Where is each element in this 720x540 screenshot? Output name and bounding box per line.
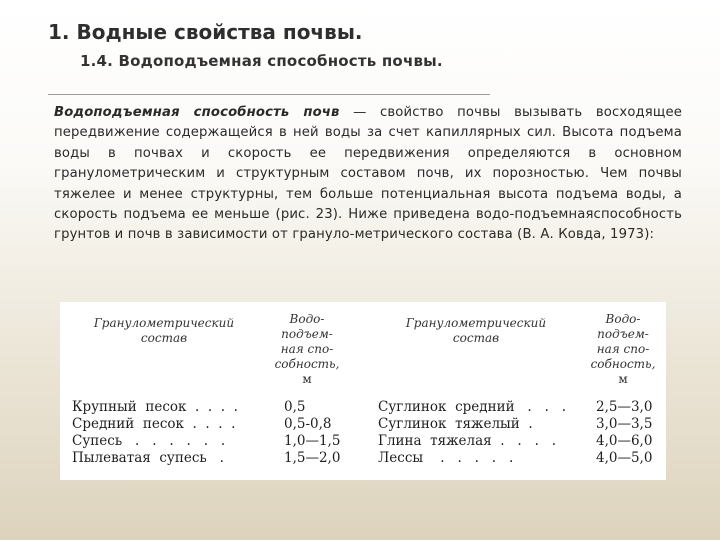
slide-subtitle: 1.4. Водоподъемная способность почвы. bbox=[80, 52, 443, 70]
table-row bbox=[60, 433, 666, 450]
header-water-lifting-capacity-left: Водо- подъем- ная спо- собность, м bbox=[274, 312, 340, 386]
table-row bbox=[60, 416, 666, 433]
soil-name-left: Средний песок . . . . bbox=[72, 416, 236, 432]
soil-name-left: Крупный песок . . . . bbox=[72, 399, 238, 415]
header-granulometric-composition-left: Гранулометрический состав bbox=[93, 316, 235, 345]
capacity-value-left: 0,5 bbox=[284, 399, 306, 415]
soil-name-left: Супесь . . . . . . bbox=[72, 433, 226, 449]
slide-title: 1. Водные свойства почвы. bbox=[48, 20, 363, 44]
capillary-rise-table bbox=[60, 302, 666, 480]
capacity-value-left: 1,5—2,0 bbox=[284, 450, 341, 466]
soil-name-right: Суглинок средний . . . bbox=[378, 399, 567, 415]
soil-name-right: Глина тяжелая . . . . bbox=[378, 433, 557, 449]
table-body bbox=[60, 399, 666, 467]
paragraph-text: — свойство почвы вызывать восходящее передвижение содержащейся в ней воды за счет капиллярных сил. Высота подъема воды в почвах и скорость ее передвижения определяются в основном гранулометрическим и структурным составом почв, их порозностью. Чем почвы тяжелее и менее структурны, тем больше потенциальная высота подъема воды, а скорость подъема ее меньше (рис. 23). Ниже приведена водо-подъемнаяспособность грунтов и почв в зависимости от грануло-метрического состава (В. А. Ковда, 1973): bbox=[54, 105, 682, 243]
capacity-value-left: 0,5-0,8 bbox=[284, 416, 332, 432]
table-row bbox=[60, 399, 666, 416]
header-granulometric-composition-right: Гранулометрический состав bbox=[405, 316, 547, 345]
title-divider bbox=[48, 94, 490, 95]
capacity-value-right: 3,0—3,5 bbox=[596, 416, 653, 432]
capacity-value-right: 4,0—5,0 bbox=[596, 450, 653, 466]
table-row bbox=[60, 450, 666, 467]
soil-name-left: Пылеватая супесь . bbox=[72, 450, 224, 466]
body-paragraph bbox=[54, 103, 682, 246]
capacity-value-right: 4,0—6,0 bbox=[596, 433, 653, 449]
header-water-lifting-capacity-right: Водо- подъем- ная спо- собность, м bbox=[590, 312, 656, 386]
capacity-value-left: 1,0—1,5 bbox=[284, 433, 341, 449]
soil-name-right: Суглинок тяжелый . bbox=[378, 416, 533, 432]
capacity-value-right: 2,5—3,0 bbox=[596, 399, 653, 415]
soil-name-right: Лессы . . . . . bbox=[378, 450, 514, 466]
defined-term: Водоподъемная способность почв bbox=[54, 105, 340, 120]
